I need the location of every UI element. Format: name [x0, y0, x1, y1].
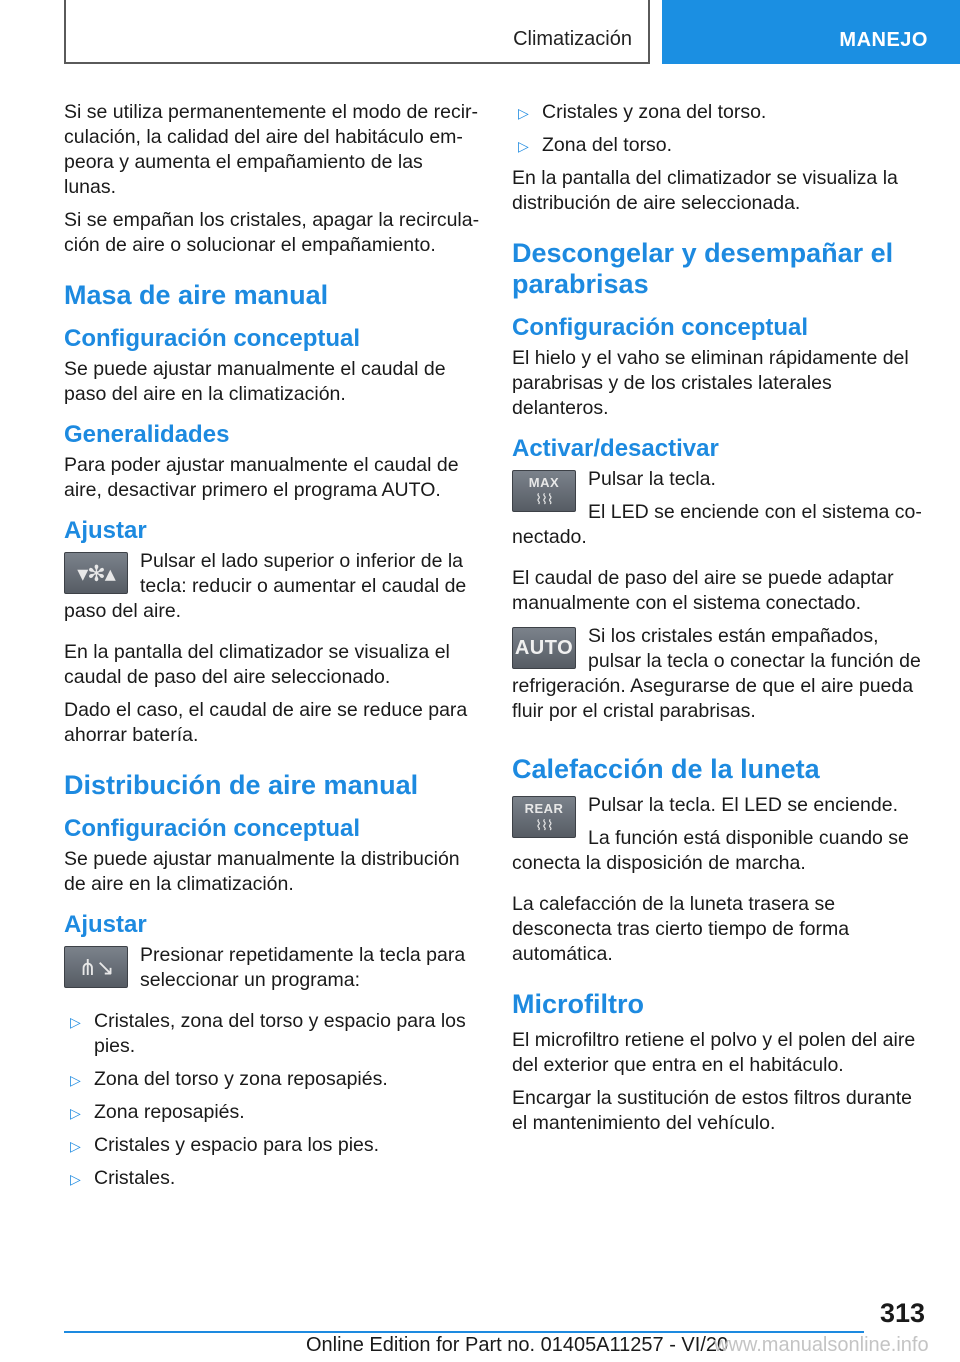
list-item: ▷ Cristales y espacio para los pies. [64, 1133, 480, 1158]
footer-divider [64, 1331, 864, 1333]
list-item: ▷ Cristales y zona del torso. [512, 100, 928, 125]
watermark-text: www.manualsonline.info [714, 1334, 929, 1356]
list-item: ▷ Zona del torso y zona reposapiés. [64, 1067, 480, 1092]
key-block-max [512, 467, 928, 558]
right-column [512, 100, 928, 1144]
paragraph-recirculation: Si se utiliza permanentemente el modo de recirculación, la calidad del aire del habitáculo empeora y aumenta el empañamiento de las lunas. [64, 101, 479, 198]
paragraph-config-1: Se puede ajustar manualmente el caudal de paso del aire en la climatización. [64, 358, 446, 405]
paragraph-microfiltro-1: El microfiltro retiene el polvo y el polen del aire del exterior que entra en el habitáculo. [512, 1029, 916, 1076]
fan-key-icon: ▾✻▴ [64, 552, 128, 594]
triangle-bullet-icon: ▷ [70, 1072, 81, 1088]
chapter-tab [662, 0, 960, 64]
header-section-box [64, 0, 650, 64]
paragraph-calefaccion: La calefacción de la luneta trasera se desconecta tras cierto tiempo de forma automática. [512, 893, 850, 965]
key-block-auto [512, 624, 928, 732]
paragraph-max-2: El LED se enciende con el sistema conectado. [512, 501, 922, 548]
paragraph-fan-key: Pulsar el lado superior o inferior de la tecla: reducir o aumentar el caudal de paso del aire. [64, 550, 467, 622]
heading-distribucion-aire: Distribución de aire manual [64, 770, 419, 800]
subheading-config-3: Configuración conceptual [512, 314, 809, 341]
section-title: Climatización [513, 28, 632, 50]
page-number: 313 [880, 1298, 926, 1328]
edition-text: Online Edition for Part no. 01405A11257 - VI/20 [306, 1334, 729, 1356]
heading-masa-aire-manual: Masa de aire manual [64, 280, 329, 310]
paragraph-fogging: Si se empañan los cristales, apagar la recirculación de aire o solucionar el empañamiento. [64, 209, 480, 256]
subheading-config-2: Configuración conceptual [64, 815, 361, 842]
program-list-right [512, 100, 928, 158]
chapter-tab-label: MANEJO [839, 29, 928, 51]
key-block-distribution [64, 943, 480, 1001]
subheading-activar: Activar/desactivar [512, 435, 719, 462]
subheading-config-1: Configuración conceptual [64, 325, 361, 352]
triangle-bullet-icon: ▷ [70, 1171, 81, 1187]
paragraph-auto: Si los cristales están empañados, pulsar la tecla o conectar la función de refrigeración. Asegurarse de que el aire pueda fluir por el cristal parabrisas. [512, 625, 921, 722]
subheading-generalidades: Generalidades [64, 421, 230, 448]
paragraph-config-2: Se puede ajustar manualmente la distribución de aire en la climatización. [64, 848, 460, 895]
program-list-left [64, 1009, 480, 1191]
paragraph-dado-el-caso: Dado el caso, el caudal de aire se reduce para ahorrar batería. [64, 699, 468, 746]
paragraph-rear-2: La función está disponible cuando se conecta la disposición de marcha. [512, 827, 909, 874]
air-distribution-key-icon: ⋔↘ [64, 946, 128, 988]
list-item: ▷ Cristales. [64, 1166, 480, 1191]
max-defrost-key-icon: MAX ⌇⌇⌇ [512, 470, 576, 512]
paragraph-rear-1: Pulsar la tecla. El LED se enciende. [588, 794, 899, 816]
triangle-bullet-icon: ▷ [518, 138, 529, 154]
left-column [64, 100, 480, 1199]
triangle-bullet-icon: ▷ [70, 1138, 81, 1154]
paragraph-microfiltro-2: Encargar la sustitución de estos filtros durante el mantenimiento del vehículo. [512, 1087, 912, 1134]
paragraph-max-1: Pulsar la tecla. [588, 468, 716, 490]
list-item: ▷ Zona reposapiés. [64, 1100, 480, 1125]
paragraph-caudal: El caudal de paso del aire se puede adaptar manualmente con el sistema conectado. [512, 567, 894, 614]
auto-key-icon: AUTO [512, 627, 576, 669]
key-block-fan [64, 549, 480, 632]
heading-calefaccion-luneta: Calefacción de la luneta [512, 754, 820, 784]
triangle-bullet-icon: ▷ [70, 1014, 81, 1030]
list-item: ▷ Cristales, zona del torso y espacio para los pies. [70, 1010, 466, 1057]
subheading-ajustar-1: Ajustar [64, 517, 147, 544]
paragraph-pantalla-2: En la pantalla del climatizador se visualiza la distribución de aire seleccionada. [512, 167, 898, 214]
paragraph-generalidades: Para poder ajustar manualmente el caudal de aire, desactivar primero el programa AUTO. [64, 454, 459, 501]
rear-defrost-key-icon: REAR ⌇⌇⌇ [512, 796, 576, 838]
subheading-ajustar-2: Ajustar [64, 911, 147, 938]
triangle-bullet-icon: ▷ [70, 1105, 81, 1121]
key-block-rear [512, 793, 928, 884]
paragraph-config-3: El hielo y el vaho se eliminan rápidamente del parabrisas y de los cristales laterales delanteros. [512, 347, 909, 419]
list-item: ▷ Zona del torso. [512, 133, 928, 158]
heading-microfiltro: Microfiltro [512, 989, 644, 1019]
paragraph-pantalla-1: En la pantalla del climatizador se visualiza el caudal de paso del aire seleccionado. [64, 641, 450, 688]
paragraph-distribution-key: Presionar repetidamente la tecla para seleccionar un programa: [140, 944, 466, 991]
triangle-bullet-icon: ▷ [518, 105, 529, 121]
heading-descongelar: Descongelar y desempañar el parabrisas [512, 238, 894, 299]
